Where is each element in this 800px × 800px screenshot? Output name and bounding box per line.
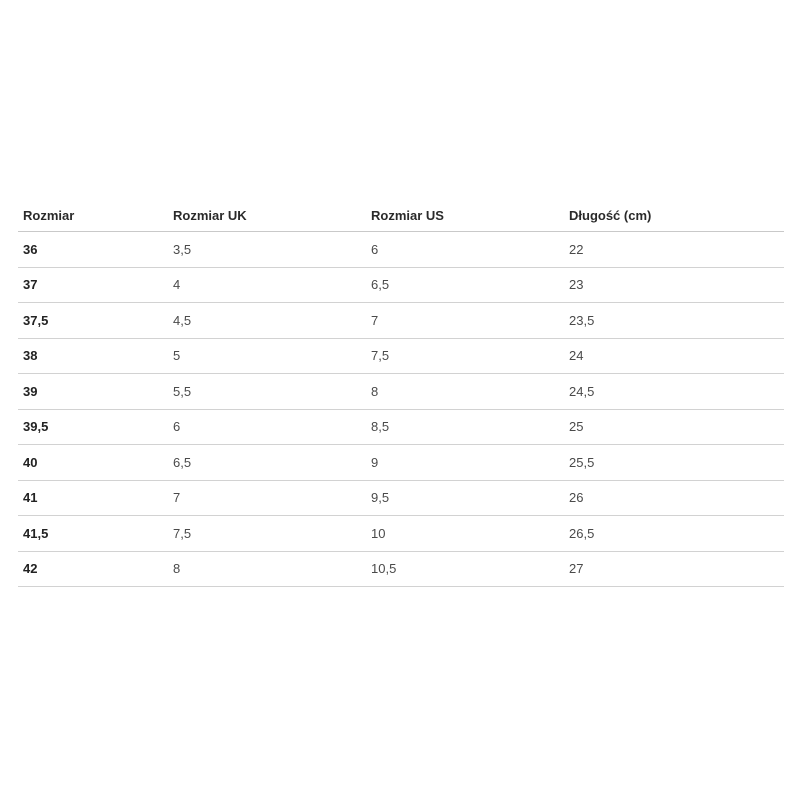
table-header (18, 199, 784, 232)
cell-size-eu: 39,5 (18, 409, 168, 445)
table-row (18, 516, 784, 552)
cell-size-eu: 36 (18, 232, 168, 268)
cell-size-uk: 5,5 (168, 374, 366, 410)
cell-length-cm: 23,5 (564, 303, 784, 339)
table-body (18, 232, 784, 587)
header-length-cm: Długość (cm) (564, 199, 784, 232)
cell-length-cm: 27 (564, 551, 784, 587)
table-row (18, 480, 784, 516)
cell-size-eu: 40 (18, 445, 168, 481)
cell-size-us: 8 (366, 374, 564, 410)
cell-size-us: 10 (366, 516, 564, 552)
cell-size-us: 6 (366, 232, 564, 268)
table-row (18, 303, 784, 339)
cell-length-cm: 25,5 (564, 445, 784, 481)
cell-length-cm: 23 (564, 267, 784, 303)
header-row (18, 199, 784, 232)
cell-size-uk: 8 (168, 551, 366, 587)
cell-size-uk: 6 (168, 409, 366, 445)
cell-size-us: 6,5 (366, 267, 564, 303)
cell-size-us: 7 (366, 303, 564, 339)
header-size-uk: Rozmiar UK (168, 199, 366, 232)
cell-size-us: 10,5 (366, 551, 564, 587)
cell-size-eu: 42 (18, 551, 168, 587)
header-size-eu: Rozmiar (18, 199, 168, 232)
cell-size-uk: 7,5 (168, 516, 366, 552)
size-chart-table (18, 199, 784, 587)
cell-size-eu: 37,5 (18, 303, 168, 339)
cell-size-us: 7,5 (366, 338, 564, 374)
table-row (18, 374, 784, 410)
cell-length-cm: 24 (564, 338, 784, 374)
cell-size-uk: 5 (168, 338, 366, 374)
cell-size-uk: 4,5 (168, 303, 366, 339)
cell-size-us: 8,5 (366, 409, 564, 445)
table-row (18, 267, 784, 303)
cell-size-us: 9,5 (366, 480, 564, 516)
table-row (18, 232, 784, 268)
cell-length-cm: 26,5 (564, 516, 784, 552)
cell-size-eu: 38 (18, 338, 168, 374)
cell-size-eu: 39 (18, 374, 168, 410)
table-row (18, 338, 784, 374)
table-row (18, 445, 784, 481)
cell-size-uk: 6,5 (168, 445, 366, 481)
cell-size-uk: 7 (168, 480, 366, 516)
cell-length-cm: 26 (564, 480, 784, 516)
table-row (18, 409, 784, 445)
table-row (18, 551, 784, 587)
cell-length-cm: 24,5 (564, 374, 784, 410)
header-size-us: Rozmiar US (366, 199, 564, 232)
cell-size-us: 9 (366, 445, 564, 481)
cell-size-uk: 3,5 (168, 232, 366, 268)
cell-length-cm: 22 (564, 232, 784, 268)
cell-size-eu: 41,5 (18, 516, 168, 552)
cell-size-eu: 41 (18, 480, 168, 516)
cell-size-uk: 4 (168, 267, 366, 303)
cell-length-cm: 25 (564, 409, 784, 445)
cell-size-eu: 37 (18, 267, 168, 303)
